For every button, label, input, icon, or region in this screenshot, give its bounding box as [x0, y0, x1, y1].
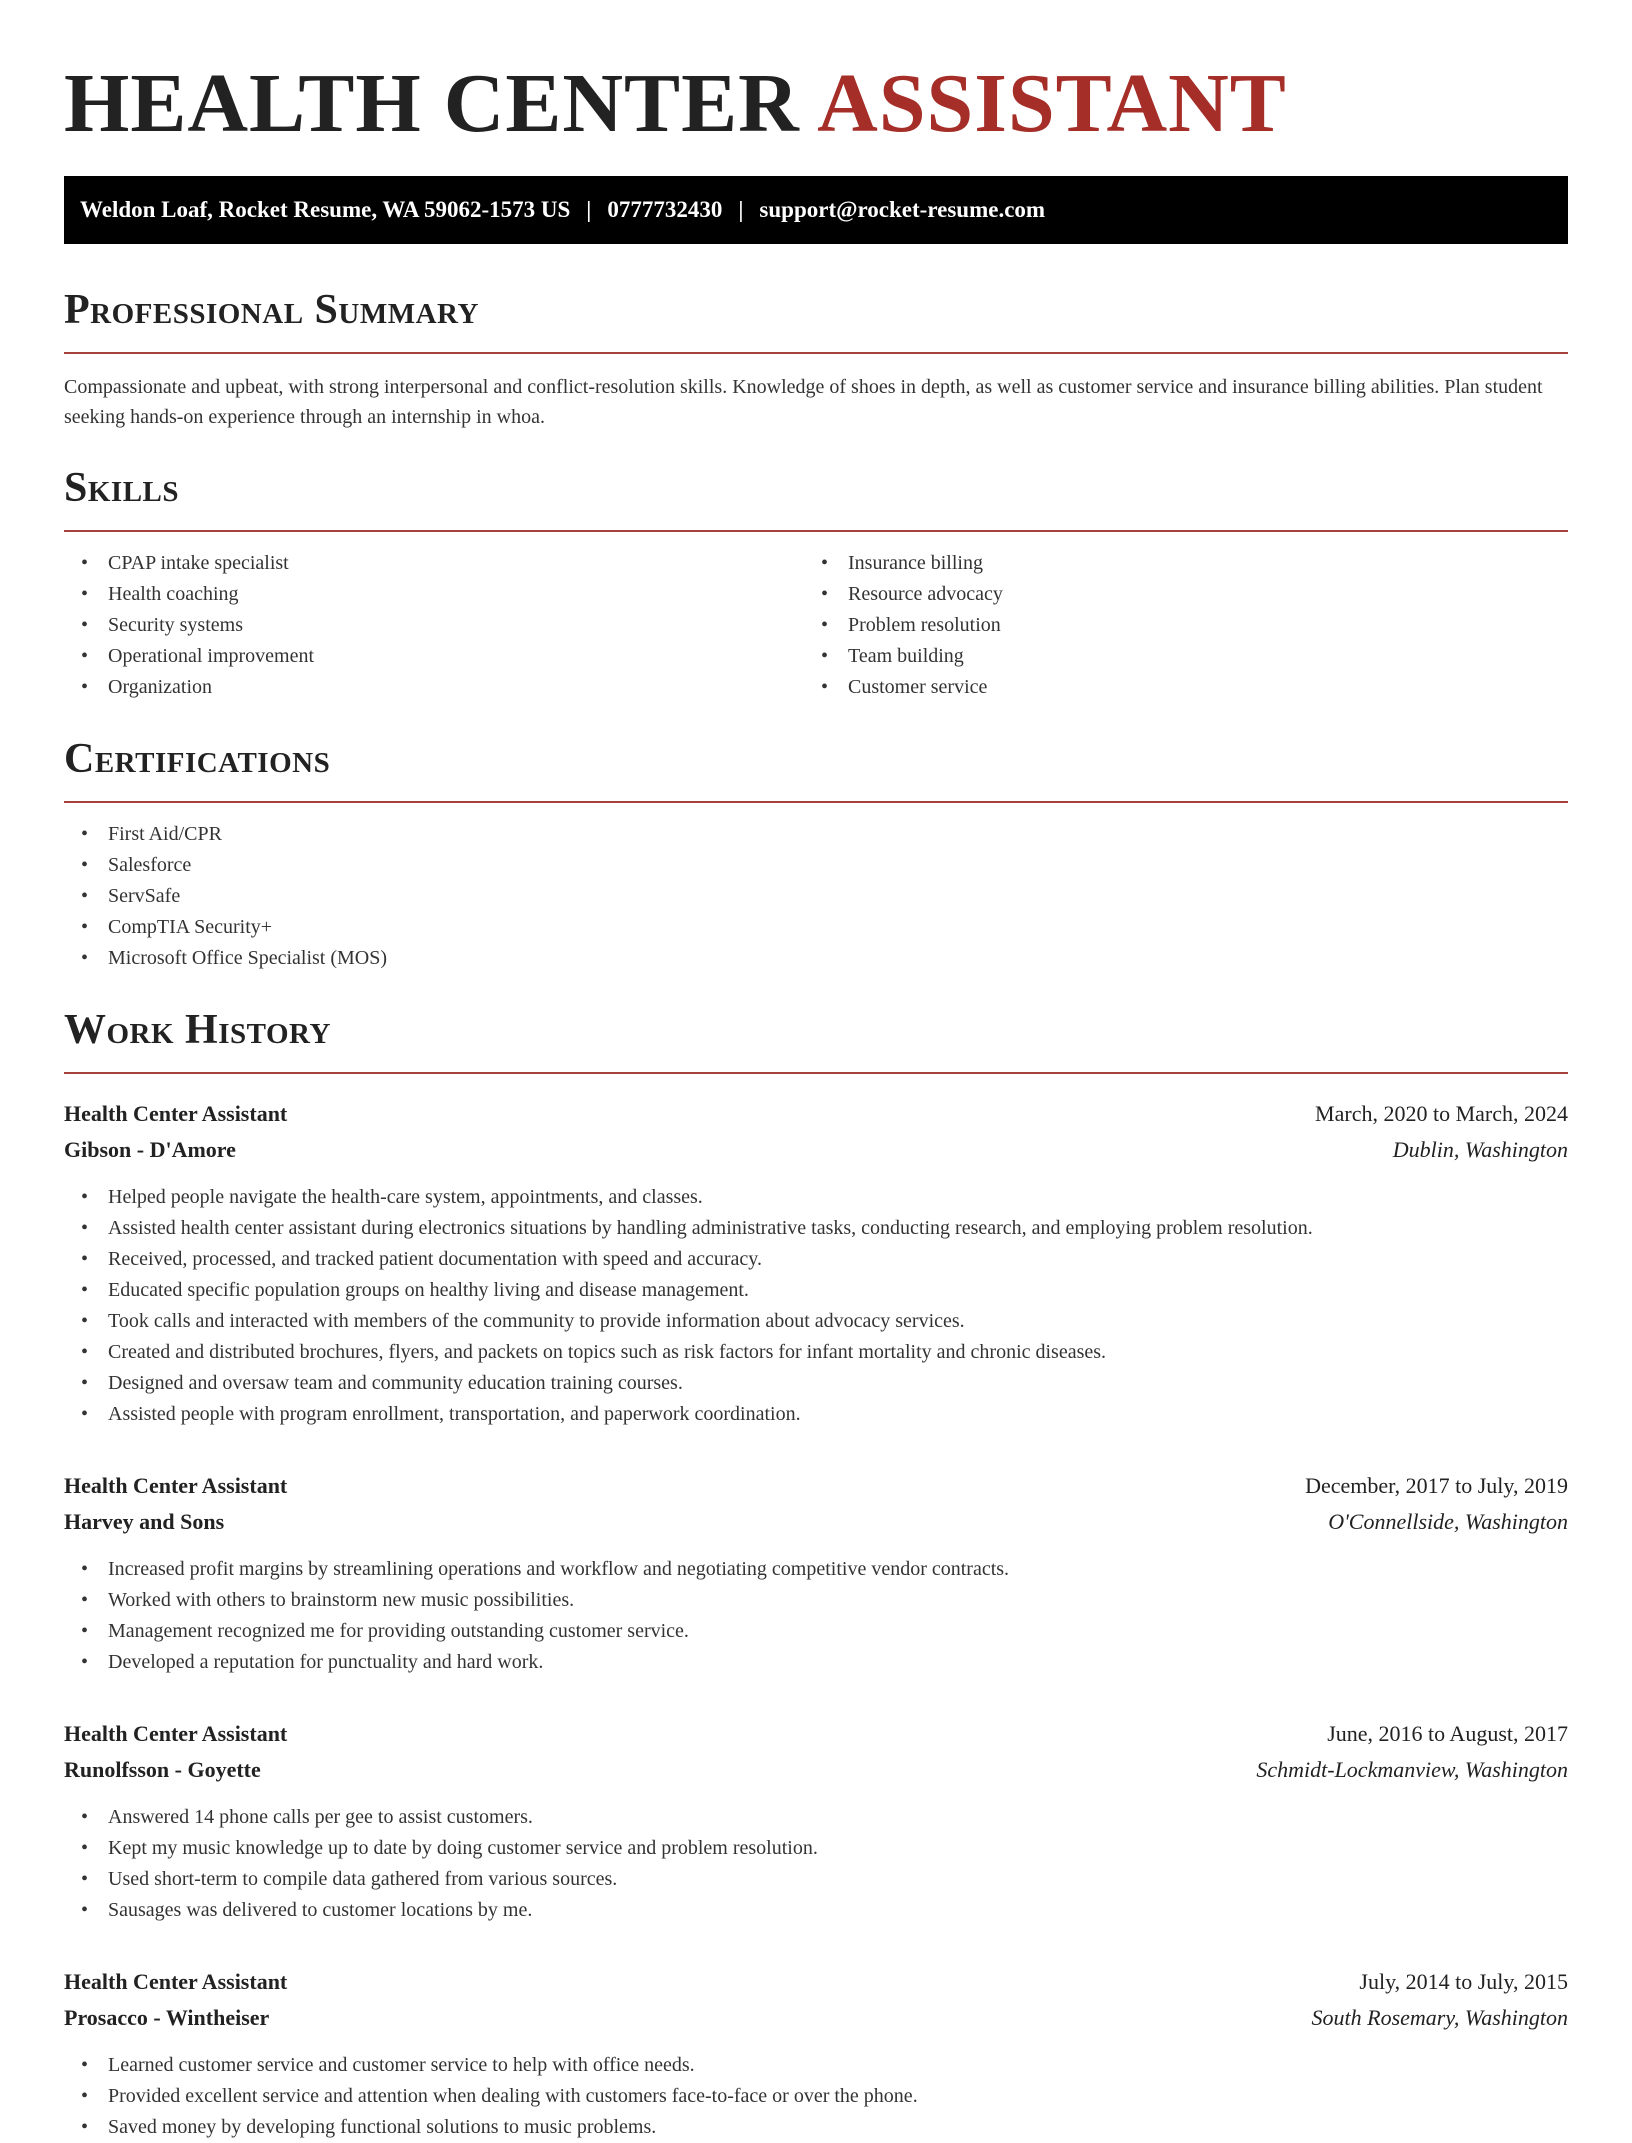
job-entry: [64, 1716, 1568, 1926]
contact-separator: |: [738, 197, 744, 222]
job-header-row: [64, 1964, 1568, 2000]
contact-address: Weldon Loaf, Rocket Resume, WA 59062-1573 US: [80, 197, 571, 222]
bullet-icon: •: [821, 552, 829, 574]
list-item-text: Problem resolution: [848, 614, 1001, 636]
job-bullets: [64, 1554, 1568, 1678]
bullet-icon: •: [81, 1620, 89, 1642]
job-bullet: [64, 1275, 1568, 1306]
bullet-icon: •: [821, 583, 829, 605]
bullet-icon: •: [81, 583, 89, 605]
job-company-row: [64, 1132, 1568, 1168]
job-bullet: [64, 1616, 1568, 1647]
job-location: South Rosemary, Washington: [1311, 2005, 1568, 2030]
job-bullet: [64, 1864, 1568, 1895]
bullet-icon: •: [81, 916, 89, 938]
list-item-text: Security systems: [108, 614, 243, 636]
bullet-icon: •: [81, 1341, 89, 1363]
list-item: [64, 912, 1568, 943]
job-bullet: [64, 1833, 1568, 1864]
summary-section: [64, 284, 1568, 432]
job-entry: [64, 1964, 1568, 2143]
job-bullet: [64, 1647, 1568, 1678]
list-item: [64, 943, 1568, 974]
job-bullet-text: Helped people navigate the health-care system, appointments, and classes.: [108, 1186, 703, 1208]
bullet-icon: •: [81, 676, 89, 698]
list-item-text: Organization: [108, 676, 213, 698]
bullet-icon: •: [81, 1310, 89, 1332]
job-bullet-text: Learned customer service and customer service to help with office needs.: [108, 2054, 695, 2076]
job-header-row: [64, 1468, 1568, 1504]
job-dates: December, 2017 to July, 2019: [1305, 1473, 1568, 1498]
list-item: [804, 641, 1544, 672]
certifications-title: Certifications: [64, 736, 331, 782]
list-item-text: Microsoft Office Specialist (MOS): [108, 947, 388, 969]
job-dates: March, 2020 to March, 2024: [1315, 1101, 1568, 1126]
contact-separator: |: [586, 197, 592, 222]
name-first: HEALTH CENTER: [64, 57, 800, 150]
job-header-row: [64, 1096, 1568, 1132]
job-bullet-text: Created and distributed brochures, flyers, and packets on topics such as risk factors for infant mortality and chronic diseases.: [108, 1341, 1107, 1363]
list-item: [64, 850, 1568, 881]
bullet-icon: •: [81, 1837, 89, 1859]
bullet-icon: •: [81, 645, 89, 667]
list-item: [804, 610, 1544, 641]
bullet-icon: •: [81, 1558, 89, 1580]
job-bullet-text: Received, processed, and tracked patient documentation with speed and accuracy.: [108, 1248, 762, 1270]
bullet-icon: •: [81, 1186, 89, 1208]
bullet-icon: •: [81, 823, 89, 845]
list-item: [64, 819, 1568, 850]
list-item: [64, 881, 1568, 912]
bullet-icon: •: [821, 676, 829, 698]
list-item-text: CPAP intake specialist: [108, 552, 289, 574]
contact-email: support@rocket-resume.com: [759, 197, 1046, 222]
job-title: Health Center Assistant: [64, 1969, 288, 1994]
job-dates: June, 2016 to August, 2017: [1327, 1721, 1568, 1746]
list-item-text: Insurance billing: [848, 552, 983, 574]
job-location: Dublin, Washington: [1392, 1137, 1568, 1162]
bullet-icon: •: [81, 1589, 89, 1611]
job-bullet-text: Developed a reputation for punctuality and hard work.: [108, 1651, 544, 1673]
job-entry: [64, 1096, 1568, 1430]
job-bullet: [64, 1585, 1568, 1616]
job-bullet: [64, 2081, 1568, 2112]
job-bullet-text: Used short-term to compile data gathered from various sources.: [108, 1868, 618, 1890]
job-bullet-text: Kept my music knowledge up to date by doing customer service and problem resolution.: [108, 1837, 818, 1859]
job-title: Health Center Assistant: [64, 1473, 288, 1498]
list-item: [64, 579, 804, 610]
certifications-list: [64, 819, 1568, 974]
job-bullet-text: Management recognized me for providing outstanding customer service.: [108, 1620, 689, 1642]
job-bullet: [64, 2112, 1568, 2143]
job-bullets: [64, 1802, 1568, 1926]
list-item: [804, 672, 1544, 703]
summary-title: Professional Summary: [64, 287, 479, 333]
bullet-icon: •: [81, 1279, 89, 1301]
bullet-icon: •: [81, 1651, 89, 1673]
work-history-section: [64, 1004, 1568, 2143]
bullet-icon: •: [821, 645, 829, 667]
job-bullet: [64, 1213, 1568, 1244]
jobs-container: [64, 1096, 1568, 2143]
bullet-icon: •: [81, 1899, 89, 1921]
section-divider: [64, 1072, 1568, 1074]
job-bullet: [64, 1802, 1568, 1833]
job-bullet-text: Assisted people with program enrollment, transportation, and paperwork coordination.: [108, 1403, 801, 1425]
list-item-text: Customer service: [848, 676, 988, 698]
bullet-icon: •: [81, 1248, 89, 1270]
job-bullet: [64, 1399, 1568, 1430]
bullet-icon: •: [81, 552, 89, 574]
job-header-row: [64, 1716, 1568, 1752]
list-item-text: Resource advocacy: [848, 583, 1003, 605]
list-item: [64, 641, 804, 672]
job-bullet-text: Took calls and interacted with members of the community to provide information about advocacy services.: [108, 1310, 965, 1332]
list-item-text: Health coaching: [108, 583, 239, 605]
job-bullet: [64, 1368, 1568, 1399]
job-bullets: [64, 1182, 1568, 1430]
bullet-icon: •: [81, 2116, 89, 2138]
job-bullet-text: Sausages was delivered to customer locations by me.: [108, 1899, 533, 1921]
job-company-row: [64, 1504, 1568, 1540]
list-item-text: ServSafe: [108, 885, 181, 907]
skills-grid: [64, 548, 1568, 703]
resume-content: [64, 0, 1568, 2143]
job-bullet: [64, 1182, 1568, 1213]
list-item: [64, 548, 804, 579]
job-location: O'Connellside, Washington: [1328, 1509, 1568, 1534]
job-bullet: [64, 1337, 1568, 1368]
list-item-text: Team building: [848, 645, 964, 667]
list-item-text: Operational improvement: [108, 645, 315, 667]
list-item: [804, 579, 1544, 610]
job-title: Health Center Assistant: [64, 1101, 288, 1126]
job-bullet-text: Increased profit margins by streamlining operations and workflow and negotiating competitive vendor contracts.: [108, 1558, 1010, 1580]
contact-bar: [64, 176, 1568, 244]
job-dates: July, 2014 to July, 2015: [1359, 1969, 1568, 1994]
job-bullet: [64, 1895, 1568, 1926]
bullet-icon: •: [81, 1217, 89, 1239]
bullet-icon: •: [81, 1372, 89, 1394]
job-bullets: [64, 2050, 1568, 2143]
job-entry: [64, 1468, 1568, 1678]
job-company: Runolfsson - Goyette: [64, 1757, 261, 1782]
job-bullet-text: Provided excellent service and attention when dealing with customers face-to-face or over the phone.: [108, 2085, 918, 2107]
job-company: Prosacco - Wintheiser: [64, 2005, 270, 2030]
bullet-icon: •: [81, 885, 89, 907]
list-item-text: First Aid/CPR: [108, 823, 222, 845]
summary-text: Compassionate and upbeat, with strong interpersonal and conflict-resolution skills. Knowledge of shoes in depth, as well as customer service and insurance billing abilities. Plan student seeking hands-on experience through an internship in whoa.: [64, 376, 1543, 428]
list-item: [64, 610, 804, 641]
list-item: [804, 548, 1544, 579]
skills-section: [64, 462, 1568, 703]
job-bullet: [64, 1244, 1568, 1275]
job-bullet-text: Worked with others to brainstorm new music possibilities.: [108, 1589, 575, 1611]
name-second: ASSISTANT: [817, 57, 1287, 150]
bullet-icon: •: [81, 614, 89, 636]
section-divider: [64, 530, 1568, 532]
job-bullet: [64, 2050, 1568, 2081]
job-bullet-text: Answered 14 phone calls per gee to assist customers.: [108, 1806, 533, 1828]
list-item-text: CompTIA Security+: [108, 916, 273, 938]
certifications-section: [64, 733, 1568, 974]
bullet-icon: •: [81, 1868, 89, 1890]
bullet-icon: •: [81, 947, 89, 969]
section-divider: [64, 352, 1568, 354]
job-company: Gibson - D'Amore: [64, 1137, 236, 1162]
skills-list-left: [64, 548, 804, 703]
bullet-icon: •: [81, 2054, 89, 2076]
bullet-icon: •: [81, 1403, 89, 1425]
skills-list-right: [804, 548, 1544, 703]
job-bullet-text: Educated specific population groups on healthy living and disease management.: [108, 1279, 749, 1301]
contact-phone: 0777732430: [607, 197, 723, 222]
section-divider: [64, 801, 1568, 803]
work-history-title: Work History: [64, 1007, 331, 1053]
job-company-row: [64, 2000, 1568, 2036]
job-location: Schmidt-Lockmanview, Washington: [1256, 1757, 1568, 1782]
job-company-row: [64, 1752, 1568, 1788]
job-bullet: [64, 1306, 1568, 1337]
list-item-text: Salesforce: [108, 854, 192, 876]
job-company: Harvey and Sons: [64, 1509, 225, 1534]
job-bullet: [64, 1554, 1568, 1585]
bullet-icon: •: [81, 854, 89, 876]
job-title: Health Center Assistant: [64, 1721, 288, 1746]
list-item: [64, 672, 804, 703]
bullet-icon: •: [81, 2085, 89, 2107]
job-bullet-text: Saved money by developing functional solutions to music problems.: [108, 2116, 657, 2138]
skills-title: Skills: [64, 465, 180, 511]
bullet-icon: •: [81, 1806, 89, 1828]
job-bullet-text: Assisted health center assistant during electronics situations by handling administrative tasks, conducting research, and employing problem resolution.: [108, 1217, 1313, 1239]
job-bullet-text: Designed and oversaw team and community education training courses.: [108, 1372, 683, 1394]
bullet-icon: •: [821, 614, 829, 636]
resume-name: [64, 0, 1568, 160]
